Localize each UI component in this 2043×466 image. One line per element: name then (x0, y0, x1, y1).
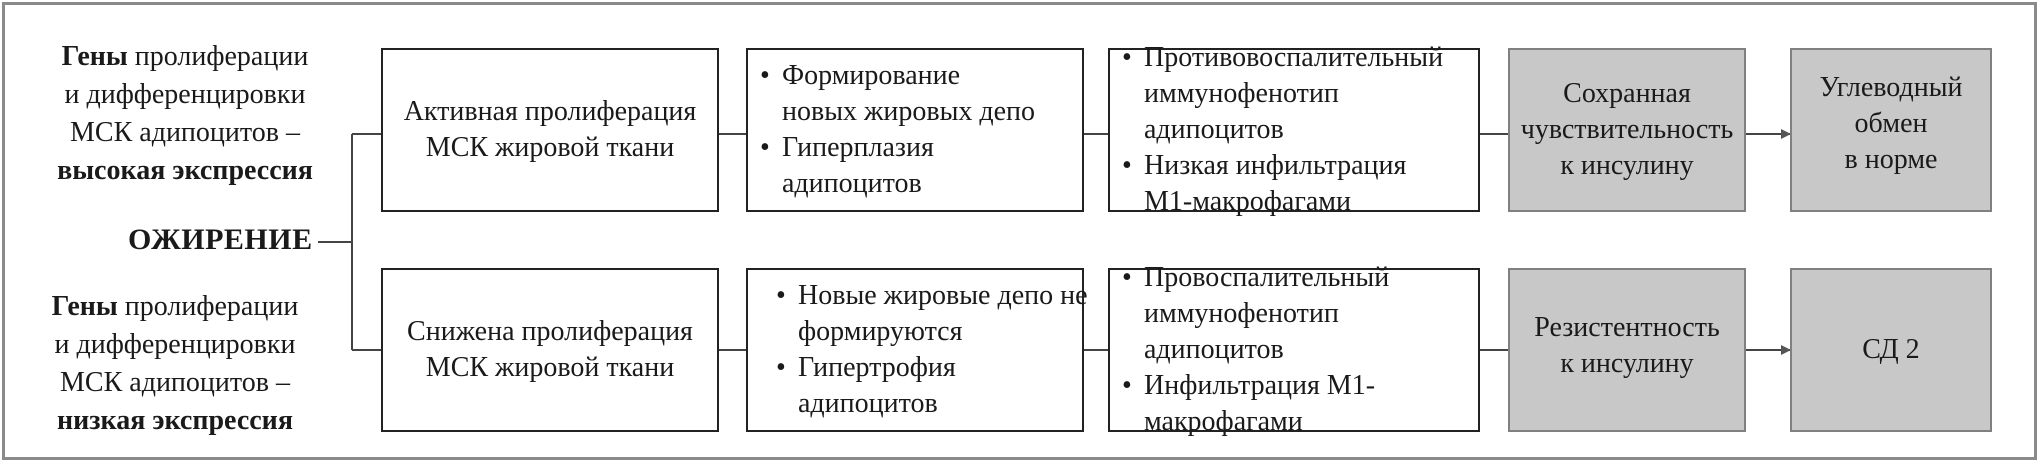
top-outcome-box: Углеводный обмен в норме (1790, 48, 1992, 212)
obesity-label: ОЖИРЕНИЕ (128, 223, 313, 256)
bottom-proliferation-box: Снижена пролиферация МСК жировой ткани (381, 268, 719, 432)
top-depot-box (746, 48, 1084, 212)
top-immune-box (1108, 42, 1480, 217)
bullet-item: • Провоспалительный иммунофенотип адипоцитов (1118, 260, 1470, 368)
bullet-item: • Новые жировые депо не формируются (772, 278, 1088, 350)
bottom-insulin-box: Резистентность к инсулину (1508, 268, 1746, 432)
bullet-item: • Гипертрофия адипоцитов (772, 350, 998, 422)
top-proliferation-box: Активная пролиферация МСК жировой ткани (381, 48, 719, 212)
bullet-item: • Инфильтрация М1-макрофагами (1118, 368, 1384, 440)
bullet-item: • Гиперплазия адипоцитов (756, 130, 1074, 202)
bottom-genes-label: Гены пролиферации и дифференцировки МСК адипоцитов – низкая экспрессия (51, 291, 299, 436)
bottom-depot-box (746, 268, 1088, 432)
top-insulin-box: Сохранная чувствительность к инсулину (1508, 48, 1746, 212)
bottom-immune-box (1108, 262, 1480, 437)
bottom-outcome-box: СД 2 (1790, 268, 1992, 432)
bullet-item: • Формирование новых жировых депо (756, 58, 1042, 130)
bullet-item: • Противовоспалительный иммунофенотип адипоцитов (1118, 40, 1470, 148)
top-genes-label: Гены пролиферации и дифференцировки МСК адипоцитов – высокая экспрессия (57, 41, 313, 186)
bullet-item: • Низкая инфильтрация М1-макрофагами (1118, 148, 1444, 220)
